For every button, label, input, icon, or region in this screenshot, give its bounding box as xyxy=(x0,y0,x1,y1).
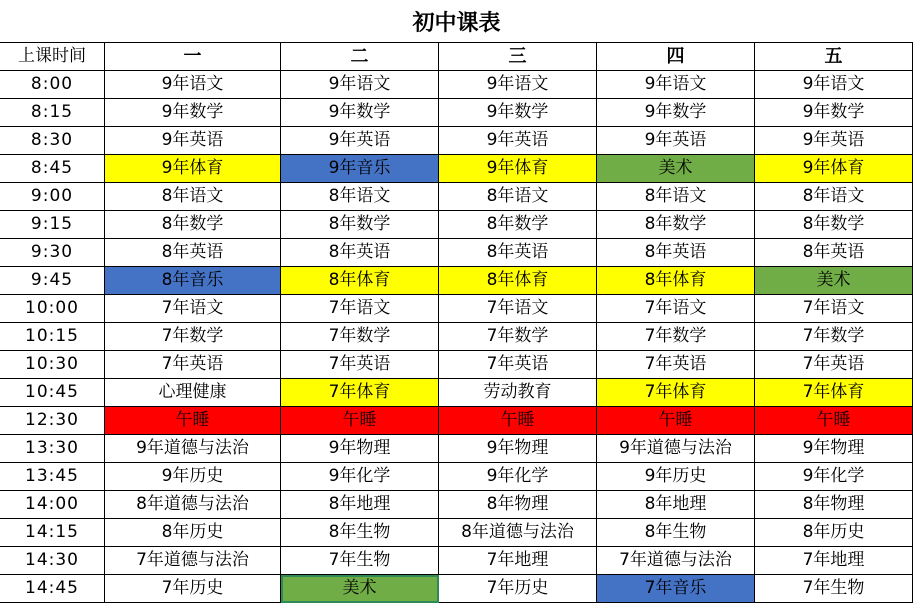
class-cell-fri[interactable]: 9年英语 xyxy=(755,127,913,155)
class-cell-fri[interactable]: 7年地理 xyxy=(755,547,913,575)
class-cell-thu[interactable]: 9年语文 xyxy=(597,71,755,99)
class-cell-fri[interactable]: 8年历史 xyxy=(755,519,913,547)
class-cell-fri[interactable]: 9年体育 xyxy=(755,155,913,183)
class-cell-tue[interactable]: 9年英语 xyxy=(281,127,439,155)
class-cell-mon[interactable]: 7年数学 xyxy=(105,323,281,351)
class-cell-thu[interactable]: 午睡 xyxy=(597,407,755,435)
class-cell-wed[interactable]: 8年体育 xyxy=(439,267,597,295)
class-cell-wed[interactable]: 8年物理 xyxy=(439,491,597,519)
class-cell-tue[interactable]: 8年生物 xyxy=(281,519,439,547)
class-cell-tue[interactable]: 9年化学 xyxy=(281,463,439,491)
class-cell-tue[interactable]: 7年语文 xyxy=(281,295,439,323)
class-cell-thu[interactable]: 8年语文 xyxy=(597,183,755,211)
class-cell-wed[interactable]: 劳动教育 xyxy=(439,379,597,407)
class-cell-mon[interactable]: 午睡 xyxy=(105,407,281,435)
time-cell[interactable]: 8:15 xyxy=(0,99,105,127)
class-cell-mon[interactable]: 8年语文 xyxy=(105,183,281,211)
class-cell-mon[interactable]: 7年历史 xyxy=(105,575,281,603)
time-cell[interactable]: 14:30 xyxy=(0,547,105,575)
class-cell-tue[interactable]: 9年数学 xyxy=(281,99,439,127)
header-day-wed[interactable]: 三 xyxy=(439,43,597,71)
class-cell-tue[interactable]: 8年语文 xyxy=(281,183,439,211)
class-cell-fri[interactable]: 美术 xyxy=(755,267,913,295)
class-cell-mon[interactable]: 7年道德与法治 xyxy=(105,547,281,575)
class-cell-thu[interactable]: 8年英语 xyxy=(597,239,755,267)
class-cell-wed[interactable]: 午睡 xyxy=(439,407,597,435)
class-cell-fri[interactable]: 9年物理 xyxy=(755,435,913,463)
class-cell-thu[interactable]: 7年数学 xyxy=(597,323,755,351)
class-cell-thu[interactable]: 8年体育 xyxy=(597,267,755,295)
time-cell[interactable]: 8:00 xyxy=(0,71,105,99)
class-cell-fri[interactable]: 午睡 xyxy=(755,407,913,435)
class-cell-fri[interactable]: 8年数学 xyxy=(755,211,913,239)
class-cell-wed[interactable]: 7年历史 xyxy=(439,575,597,603)
header-day-mon[interactable]: 一 xyxy=(105,43,281,71)
class-cell-tue[interactable]: 7年生物 xyxy=(281,547,439,575)
time-cell[interactable]: 8:45 xyxy=(0,155,105,183)
class-cell-fri[interactable]: 9年语文 xyxy=(755,71,913,99)
time-cell[interactable]: 9:45 xyxy=(0,267,105,295)
class-cell-fri[interactable]: 9年化学 xyxy=(755,463,913,491)
class-cell-wed[interactable]: 8年数学 xyxy=(439,211,597,239)
class-cell-mon[interactable]: 8年道德与法治 xyxy=(105,491,281,519)
class-cell-tue[interactable]: 8年地理 xyxy=(281,491,439,519)
class-cell-mon[interactable]: 9年数学 xyxy=(105,99,281,127)
time-cell[interactable]: 12:30 xyxy=(0,407,105,435)
class-cell-tue[interactable]: 7年数学 xyxy=(281,323,439,351)
class-cell-tue[interactable]: 午睡 xyxy=(281,407,439,435)
class-cell-fri[interactable]: 7年英语 xyxy=(755,351,913,379)
header-time[interactable]: 上课时间 xyxy=(0,43,105,71)
class-cell-wed[interactable]: 9年物理 xyxy=(439,435,597,463)
class-cell-tue[interactable]: 7年体育 xyxy=(281,379,439,407)
class-cell-mon[interactable]: 8年数学 xyxy=(105,211,281,239)
time-cell[interactable]: 13:45 xyxy=(0,463,105,491)
class-cell-wed[interactable]: 8年语文 xyxy=(439,183,597,211)
class-cell-mon[interactable]: 8年历史 xyxy=(105,519,281,547)
class-cell-tue[interactable]: 9年物理 xyxy=(281,435,439,463)
header-day-tue[interactable]: 二 xyxy=(281,43,439,71)
header-day-fri[interactable]: 五 xyxy=(755,43,913,71)
time-cell[interactable]: 9:00 xyxy=(0,183,105,211)
class-cell-mon[interactable]: 9年英语 xyxy=(105,127,281,155)
time-cell[interactable]: 9:30 xyxy=(0,239,105,267)
class-cell-fri[interactable]: 7年生物 xyxy=(755,575,913,603)
time-cell[interactable]: 10:15 xyxy=(0,323,105,351)
class-cell-thu[interactable]: 美术 xyxy=(597,155,755,183)
class-cell-fri[interactable]: 7年数学 xyxy=(755,323,913,351)
class-cell-thu[interactable]: 7年英语 xyxy=(597,351,755,379)
class-cell-thu[interactable]: 7年体育 xyxy=(597,379,755,407)
class-cell-mon[interactable]: 8年英语 xyxy=(105,239,281,267)
class-cell-fri[interactable]: 9年数学 xyxy=(755,99,913,127)
class-cell-fri[interactable]: 8年语文 xyxy=(755,183,913,211)
class-cell-fri[interactable]: 7年体育 xyxy=(755,379,913,407)
class-cell-fri[interactable]: 8年英语 xyxy=(755,239,913,267)
class-cell-thu[interactable]: 9年道德与法治 xyxy=(597,435,755,463)
time-cell[interactable]: 10:45 xyxy=(0,379,105,407)
class-cell-mon[interactable]: 8年音乐 xyxy=(105,267,281,295)
class-cell-fri[interactable]: 7年语文 xyxy=(755,295,913,323)
time-cell[interactable]: 9:15 xyxy=(0,211,105,239)
time-cell[interactable]: 14:15 xyxy=(0,519,105,547)
class-cell-mon[interactable]: 7年英语 xyxy=(105,351,281,379)
class-cell-thu[interactable]: 7年道德与法治 xyxy=(597,547,755,575)
class-cell-wed[interactable]: 7年语文 xyxy=(439,295,597,323)
class-cell-tue[interactable]: 8年体育 xyxy=(281,267,439,295)
class-cell-mon[interactable]: 心理健康 xyxy=(105,379,281,407)
class-cell-wed[interactable]: 9年英语 xyxy=(439,127,597,155)
class-cell-wed[interactable]: 9年语文 xyxy=(439,71,597,99)
time-cell[interactable]: 8:30 xyxy=(0,127,105,155)
class-cell-wed[interactable]: 8年道德与法治 xyxy=(439,519,597,547)
class-cell-mon[interactable]: 9年道德与法治 xyxy=(105,435,281,463)
class-cell-mon[interactable]: 9年语文 xyxy=(105,71,281,99)
class-cell-thu[interactable]: 7年音乐 xyxy=(597,575,755,603)
class-cell-thu[interactable]: 8年生物 xyxy=(597,519,755,547)
class-cell-wed[interactable]: 9年体育 xyxy=(439,155,597,183)
class-cell-wed[interactable]: 7年英语 xyxy=(439,351,597,379)
time-cell[interactable]: 14:45 xyxy=(0,575,105,603)
class-cell-wed[interactable]: 8年英语 xyxy=(439,239,597,267)
time-cell[interactable]: 10:30 xyxy=(0,351,105,379)
sheet-title: 初中课表 xyxy=(412,10,501,36)
class-cell-thu[interactable]: 9年历史 xyxy=(597,463,755,491)
class-cell-thu[interactable]: 9年英语 xyxy=(597,127,755,155)
class-cell-wed[interactable]: 9年数学 xyxy=(439,99,597,127)
time-cell[interactable]: 14:00 xyxy=(0,491,105,519)
class-cell-wed[interactable]: 7年数学 xyxy=(439,323,597,351)
class-cell-mon[interactable]: 9年历史 xyxy=(105,463,281,491)
time-cell[interactable]: 13:30 xyxy=(0,435,105,463)
class-cell-wed[interactable]: 9年化学 xyxy=(439,463,597,491)
class-cell-tue[interactable]: 美术 xyxy=(281,575,439,603)
class-cell-thu[interactable]: 8年数学 xyxy=(597,211,755,239)
class-cell-mon[interactable]: 7年语文 xyxy=(105,295,281,323)
class-cell-thu[interactable]: 9年数学 xyxy=(597,99,755,127)
class-cell-mon[interactable]: 9年体育 xyxy=(105,155,281,183)
class-cell-tue[interactable]: 8年英语 xyxy=(281,239,439,267)
class-cell-wed[interactable]: 7年地理 xyxy=(439,547,597,575)
header-day-thu[interactable]: 四 xyxy=(597,43,755,71)
class-cell-tue[interactable]: 7年英语 xyxy=(281,351,439,379)
class-cell-tue[interactable]: 8年数学 xyxy=(281,211,439,239)
class-cell-tue[interactable]: 9年音乐 xyxy=(281,155,439,183)
class-cell-tue[interactable]: 9年语文 xyxy=(281,71,439,99)
time-cell[interactable]: 10:00 xyxy=(0,295,105,323)
class-cell-fri[interactable]: 8年物理 xyxy=(755,491,913,519)
class-cell-thu[interactable]: 8年地理 xyxy=(597,491,755,519)
class-cell-thu[interactable]: 7年语文 xyxy=(597,295,755,323)
